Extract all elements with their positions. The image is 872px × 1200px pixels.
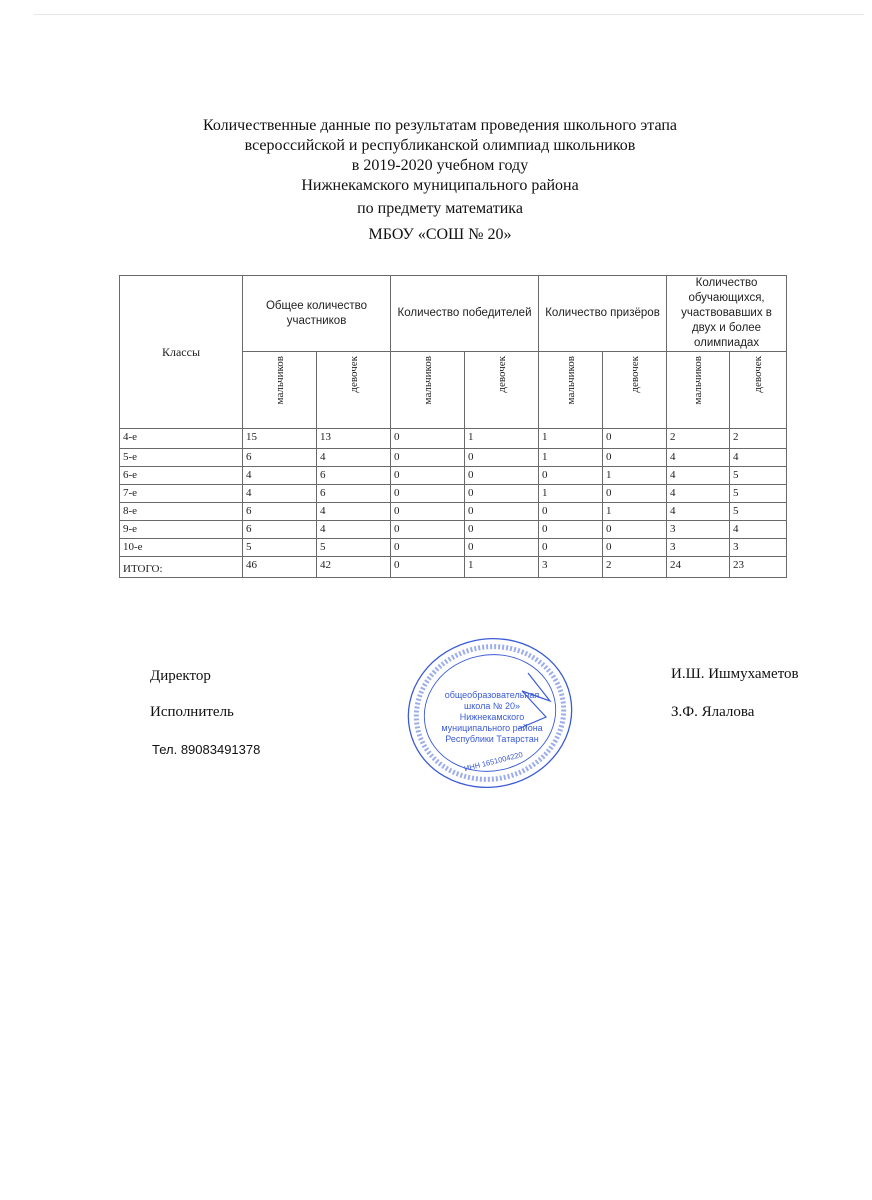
header-classes: Классы	[120, 276, 243, 429]
stamp-line-4: муниципального района	[441, 723, 543, 733]
cell: 4	[667, 449, 730, 467]
cell: 5	[243, 539, 317, 557]
title-line-2: всероссийской и республиканской олимпиад школьников	[244, 137, 636, 154]
cell: 0	[539, 503, 603, 521]
cell: 3	[730, 539, 787, 557]
cell: 0	[465, 521, 539, 539]
cell: 6	[243, 449, 317, 467]
results-table	[119, 275, 787, 578]
cell: 1	[603, 467, 667, 485]
subheader-boys: мальчиков	[391, 352, 465, 429]
cell: 0	[603, 539, 667, 557]
title-line-3: в 2019-2020 учебном году	[351, 157, 529, 174]
row-label: 6-е	[120, 467, 243, 485]
cell: 0	[603, 449, 667, 467]
cell: 0	[465, 467, 539, 485]
cell: 4	[243, 485, 317, 503]
cell: 1	[539, 449, 603, 467]
cell: 0	[603, 485, 667, 503]
subject-line: по предмету математика	[357, 200, 523, 217]
total-cell: 1	[465, 557, 539, 578]
cell: 0	[465, 485, 539, 503]
total-cell: 2	[603, 557, 667, 578]
table-row	[120, 503, 787, 521]
cell: 0	[391, 467, 465, 485]
total-cell: 24	[667, 557, 730, 578]
title-line-1: Количественные данные по результатам проведения школьного этапа	[202, 117, 678, 134]
cell: 3	[667, 521, 730, 539]
cell: 5	[317, 539, 391, 557]
cell: 1	[603, 503, 667, 521]
phone-number: Тел. 89083491378	[152, 742, 261, 757]
cell: 0	[391, 503, 465, 521]
cell: 0	[465, 539, 539, 557]
total-cell: 0	[391, 557, 465, 578]
header-multi-olympiad: Количество обучающихся, участвовавших в двух и более олимпиадах	[667, 276, 787, 352]
cell: 0	[465, 449, 539, 467]
cell: 6	[243, 521, 317, 539]
cell: 4	[730, 449, 787, 467]
cell: 4	[730, 521, 787, 539]
table-row	[120, 449, 787, 467]
cell: 1	[465, 429, 539, 449]
cell: 0	[539, 521, 603, 539]
subheader-boys: мальчиков	[243, 352, 317, 429]
table-row	[120, 485, 787, 503]
total-label: ИТОГО:	[120, 557, 243, 578]
cell: 5	[730, 503, 787, 521]
cell: 13	[317, 429, 391, 449]
row-label: 5-е	[120, 449, 243, 467]
stamp-line-5: Республики Татарстан	[445, 734, 539, 744]
cell: 0	[391, 429, 465, 449]
cell: 4	[317, 521, 391, 539]
cell: 4	[667, 503, 730, 521]
top-divider	[34, 14, 864, 15]
school-seal-stamp	[400, 633, 580, 793]
cell: 1	[539, 429, 603, 449]
subheader-boys: мальчиков	[667, 352, 730, 429]
table-row	[120, 539, 787, 557]
cell: 0	[391, 449, 465, 467]
header-total-participants: Общее количество участников	[243, 276, 391, 352]
cell: 0	[603, 521, 667, 539]
stamp-line-3: Нижнекамского	[459, 712, 525, 722]
cell: 3	[667, 539, 730, 557]
cell: 2	[667, 429, 730, 449]
cell: 0	[539, 467, 603, 485]
school-name: МБОУ «СОШ № 20»	[368, 226, 512, 243]
cell: 4	[243, 467, 317, 485]
row-label: 10-е	[120, 539, 243, 557]
cell: 4	[317, 449, 391, 467]
total-row	[120, 557, 787, 578]
subheader-girls: девочек	[603, 352, 667, 429]
title-line-4: Нижнекамского муниципального района	[301, 177, 579, 194]
stamp-inn: ИНН 1651004220	[463, 749, 524, 774]
director-label: Директор	[150, 668, 211, 684]
stamp-line-2: школа № 20»	[464, 701, 520, 711]
cell: 4	[317, 503, 391, 521]
total-cell: 3	[539, 557, 603, 578]
cell: 6	[317, 485, 391, 503]
table-row	[120, 521, 787, 539]
table-row	[120, 429, 787, 449]
total-cell: 46	[243, 557, 317, 578]
row-label: 8-е	[120, 503, 243, 521]
stamp-line-1: общеобразовательная	[444, 690, 540, 700]
cell: 0	[539, 539, 603, 557]
cell: 6	[317, 467, 391, 485]
row-label: 4-е	[120, 429, 243, 449]
subheader-girls: девочек	[730, 352, 787, 429]
cell: 4	[667, 485, 730, 503]
cell: 1	[539, 485, 603, 503]
subheader-girls: девочек	[317, 352, 391, 429]
document-heading	[110, 116, 770, 245]
total-cell: 23	[730, 557, 787, 578]
cell: 5	[730, 485, 787, 503]
cell: 5	[730, 467, 787, 485]
header-prize-winners: Количество призёров	[539, 276, 667, 352]
cell: 0	[391, 485, 465, 503]
cell: 2	[730, 429, 787, 449]
cell: 6	[243, 503, 317, 521]
total-cell: 42	[317, 557, 391, 578]
row-label: 7-е	[120, 485, 243, 503]
row-label: 9-е	[120, 521, 243, 539]
executor-name: З.Ф. Ялалова	[671, 704, 755, 720]
table-row	[120, 467, 787, 485]
cell: 4	[667, 467, 730, 485]
subheader-girls: девочек	[465, 352, 539, 429]
director-name: И.Ш. Ишмухаметов	[671, 666, 799, 682]
cell: 15	[243, 429, 317, 449]
cell: 0	[465, 503, 539, 521]
executor-label: Исполнитель	[150, 704, 234, 720]
subheader-boys: мальчиков	[539, 352, 603, 429]
cell: 0	[603, 429, 667, 449]
cell: 0	[391, 539, 465, 557]
header-winners: Количество победителей	[391, 276, 539, 352]
cell: 0	[391, 521, 465, 539]
